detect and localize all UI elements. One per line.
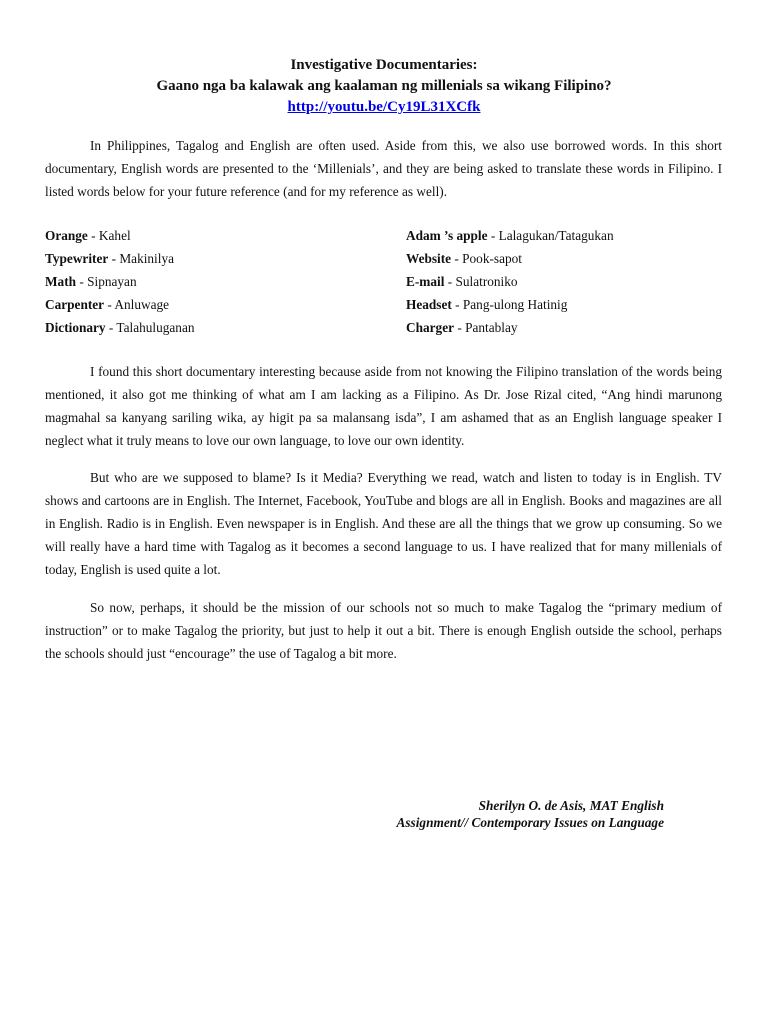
vocab-item [45, 247, 195, 270]
title-line-2: Gaano nga ba kalawak ang kaalaman ng millenials sa wikang Filipino? [156, 78, 612, 94]
vocab-english: Dictionary [45, 320, 106, 335]
vocab-item [45, 293, 195, 316]
title-line-1: Investigative Documentaries: [290, 57, 478, 73]
title-block [0, 55, 768, 118]
author-name: Sherilyn O. de Asis, MAT English [478, 798, 664, 813]
vocab-item [406, 293, 614, 316]
vocab-item [406, 316, 614, 339]
vocab-item [45, 316, 195, 339]
vocab-filipino: - Talahuluganan [105, 320, 195, 335]
vocab-item [45, 270, 195, 293]
vocab-filipino: - Pang-ulong Hatinig [451, 297, 568, 312]
vocab-english: Orange [45, 228, 88, 243]
assignment-label: Assignment// Contemporary Issues on Language [396, 815, 664, 830]
vocab-filipino: - Pook-sapot [451, 251, 522, 266]
vocab-filipino: - Pantablay [454, 320, 518, 335]
vocab-filipino: - Anluwage [104, 297, 170, 312]
vocab-filipino: - Makinilya [108, 251, 174, 266]
vocab-english: Carpenter [45, 297, 105, 312]
vocab-filipino: - Lalagukan/Tatagukan [487, 228, 614, 243]
vocab-filipino: - Sulatroniko [444, 274, 518, 289]
vocab-english: Headset [406, 297, 452, 312]
vocab-english: Math [45, 274, 77, 289]
vocab-item [406, 224, 614, 247]
conclusion-paragraph: So now, perhaps, it should be the mission of our schools not so much to make Tagalog the “primary medium of instruction” or to make Tagalog the priority, but just to help it out a bit. There is enough English outside the school, perhaps the schools should just “encourage” the use of Tagalog a bit more. [45, 600, 722, 661]
vocab-english: Website [406, 251, 452, 266]
vocab-english: Charger [406, 320, 454, 335]
video-link[interactable]: http://youtu.be/Cy19L31XCfk [287, 99, 481, 115]
vocabulary-column-left [45, 224, 195, 339]
vocab-item [406, 247, 614, 270]
vocab-item [406, 270, 614, 293]
vocabulary-column-right [406, 224, 614, 339]
vocab-filipino: - Sipnayan [76, 274, 137, 289]
vocab-english: Adam ’s apple [406, 228, 488, 243]
vocab-item [45, 224, 195, 247]
vocab-english: E-mail [406, 274, 445, 289]
vocab-filipino: - Kahel [87, 228, 131, 243]
reflection-paragraph: I found this short documentary interesting because aside from not knowing the Filipino translation of the words being mentioned, it also got me thinking of what am I am lacking as a Filipino. As Dr. Jose Rizal cited, “Ang hindi marunong magmahal sa kanyang sariling wika, ay higit pa sa malansang isda”, I am ashamed that as an English language speaker I neglect what it truly means to love our own language, to love our own identity. [45, 364, 722, 448]
media-paragraph: But who are we supposed to blame? Is it Media? Everything we read, watch and listen to today is in English. TV shows and cartoons are in English. The Internet, Facebook, YouTube and blogs are all in English. Books and magazines are all in English. Radio is in English. Even newspaper is in English. And these are all the things that we grow up consuming. So we will really have a hard time with Tagalog as it becomes a second language to us. I have realized that for many millenials of today, English is used quite a lot. [45, 470, 722, 577]
intro-paragraph: In Philippines, Tagalog and English are often used. Aside from this, we also use borrowed words. In this short documentary, English words are presented to the ‘Millenials’, and they are being asked to translate these words in Filipino. I listed words below for your future reference (and for my reference as well). [45, 138, 722, 199]
vocab-english: Typewriter [45, 251, 109, 266]
signature-block [397, 797, 664, 831]
